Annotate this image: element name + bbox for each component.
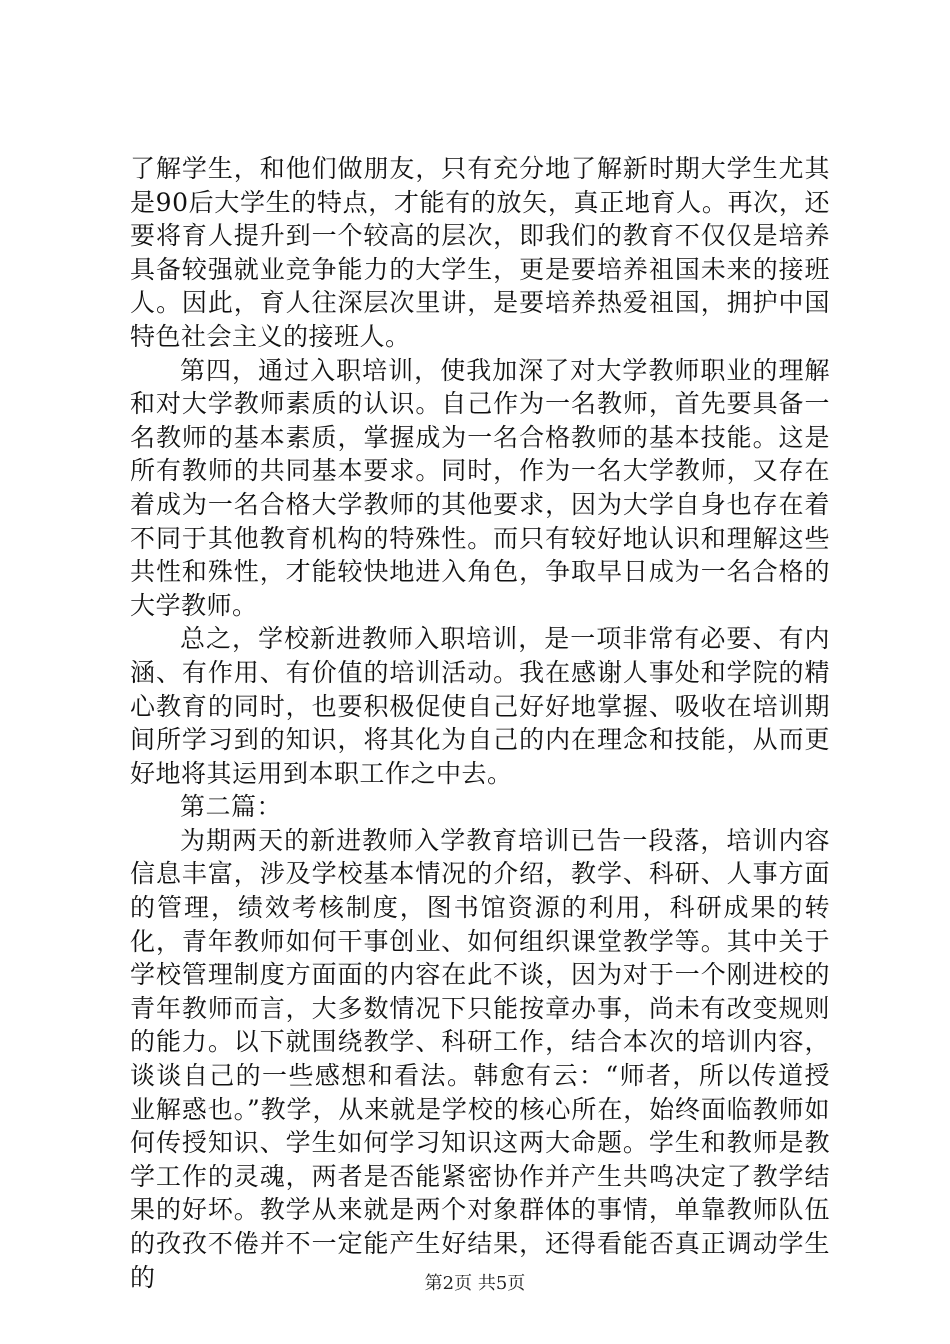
paragraph-1: 了解学生，和他们做朋友，只有充分地了解新时期大学生尤其是90后大学生的特点，才能有的放矢，真正地育人。再次，还要将育人提升到一个较高的层次，即我们的教育不仅仅是培养具备较强就业竞争能力的大学生，更是要培养祖国未来的接班人。因此，育人往深层次里讲，是要培养热爱祖国，拥护中国特色社会主义的接班人。 [130, 154, 830, 351]
paragraph-4: 为期两天的新进教师入学教育培训已告一段落，培训内容信息丰富，涉及学校基本情况的介绍，教学、科研、人事方面的管理，绩效考核制度，图书馆资源的利用，科研成果的转化，青年教师如何干事创业、如何组织课堂教学等。其中关于学校管理制度方面面的内容在此不谈，因为对于一个刚进校的青年教师而言，大多数情况下只能按章办事，尚未有改变规则的能力。以下就围绕教学、科研工作，结合本次的培训内容，谈谈自己的一些感想和看法。韩愈有云：“师者，所以传道授业解惑也。”教学，从来就是学校的核心所在，始终面临教师如何传授知识、学生如何学习知识这两大命题。学生和教师是教学工作的灵魂，两者是否能紧密协作并产生共鸣决定了教学结果的好坏。教学从来就是两个对象群体的事情，单靠教师队伍的孜孜不倦并不一定能产生好结果，还得看能否真正调动学生的 [130, 825, 830, 1292]
section-heading: 第二篇： [180, 792, 283, 822]
paragraph-2: 第四，通过入职培训，使我加深了对大学教师职业的理解和对大学教师素质的认识。自己作为一名教师，首先要具备一名教师的基本素质，掌握成为一名合格教师的基本技能。这是所有教师的共同基本要求。同时，作为一名大学教师，又存在着成为一名合格大学教师的其他要求，因为大学自身也存在着不同于其他教育机构的特殊性。而只有较好地认识和理解这些共性和殊性，才能较快地进入角色，争取早日成为一名合格的大学教师。 [130, 355, 830, 620]
page-number-footer: 第2页 共5页 [424, 1273, 526, 1294]
paragraph-3: 总之，学校新进教师入职培训，是一项非常有必要、有内涵、有作用、有价值的培训活动。我在感谢人事处和学院的精心教育的同时，也要积极促使自己好好地掌握、吸收在培训期间所学习到的知识，将其化为自己的内在理念和技能，从而更好地将其运用到本职工作之中去。 [130, 624, 830, 788]
document-body [130, 152, 830, 1294]
